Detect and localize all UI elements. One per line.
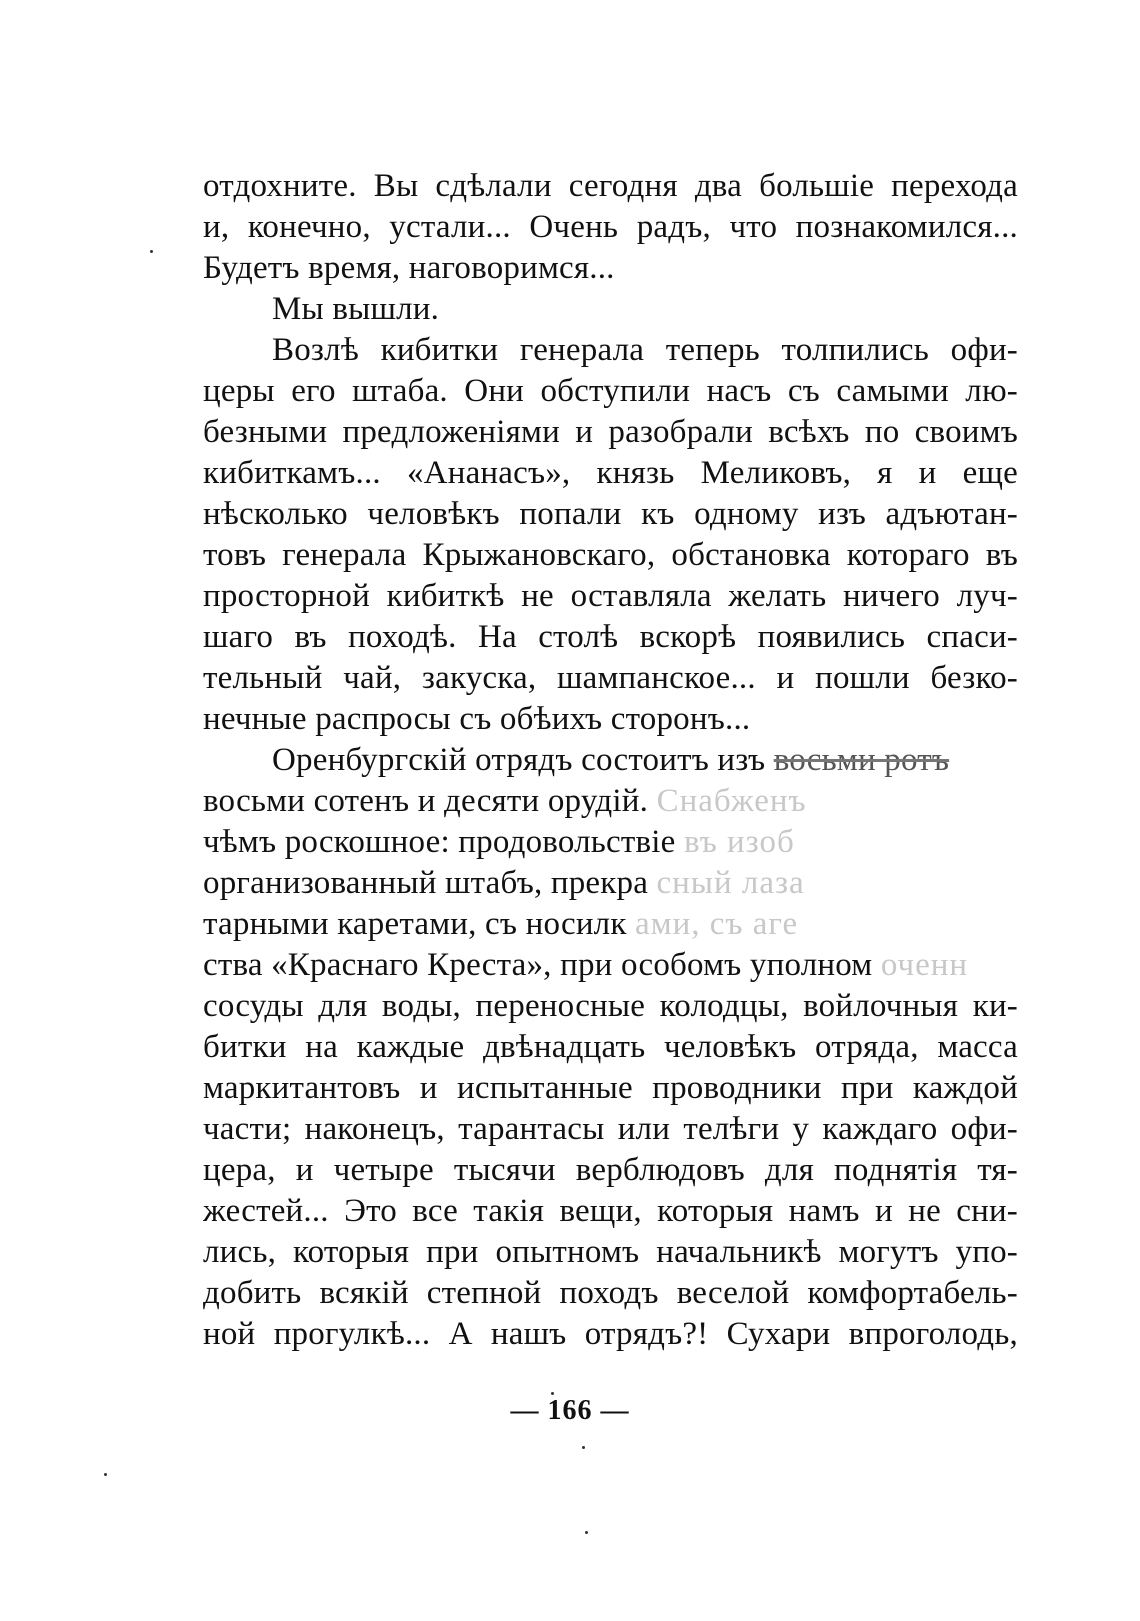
text-line-12: шаго въ походѣ. На столѣ вскорѣ появились спаси- <box>203 619 1018 655</box>
text-line-27: лись, которыя при опытномъ начальникѣ могутъ упо- <box>203 1234 1018 1270</box>
text-line-14: нечные распросы съ обѣихъ сторонъ... <box>203 701 751 737</box>
damaged-line-text: ства «Краснаго Креста», при особомъ уполном <box>203 947 873 983</box>
struck-text: восьми ротъ <box>773 742 950 778</box>
faded-text: ами, съ аге <box>635 906 799 942</box>
scan-speck <box>582 1446 585 1449</box>
damaged-line-text: восьми сотенъ и десяти орудій. <box>203 783 649 819</box>
text-line-28: добить всякій степной походъ веселой комфортабель- <box>203 1275 1018 1311</box>
scan-speck <box>150 250 153 253</box>
damaged-line-2 <box>203 821 1018 863</box>
text-line-13: тельный чай, закуска, шампанское... и пошли безко- <box>203 660 1018 696</box>
page-number: — 166 — <box>510 1395 630 1426</box>
text-line-4: Мы вышли. <box>272 291 440 327</box>
scan-speck <box>551 1392 554 1395</box>
damaged-line-5 <box>203 944 1018 986</box>
text-line-26: жестей... Это все такія вещи, которыя намъ и не сни- <box>203 1193 1018 1229</box>
text-line-3: Будетъ время, наговоримся... <box>203 250 615 286</box>
scan-speck <box>585 1531 588 1534</box>
text-line-15 <box>272 739 1018 781</box>
damaged-line-text: чѣмъ роскошное: продовольствіе <box>203 824 676 860</box>
text-line-5: Возлѣ кибитки генерала теперь толпились офи- <box>272 332 1018 368</box>
text-line-21: сосуды для воды, переносные колодцы, войлочныя ки- <box>203 988 1018 1024</box>
text-line-23: маркитантовъ и испытанные проводники при каждой <box>203 1070 1018 1106</box>
faded-text: въ изоб <box>683 824 795 860</box>
text-line-6: церы его штаба. Они обступили насъ съ самыми лю- <box>203 373 1018 409</box>
damaged-line-1 <box>203 780 1018 822</box>
text-line-1: отдохните. Вы сдѣлали сегодня два большіе перехода <box>203 168 1018 204</box>
text-line-10: товъ генерала Крыжановскаго, обстановка котораго въ <box>203 537 1018 573</box>
damaged-line-text: тарными каретами, съ носилк <box>203 906 627 942</box>
text-line-2: и, конечно, устали... Очень радъ, что познакомился... <box>203 209 1018 245</box>
paragraph-start: Оренбургскій отрядъ состоитъ изъ <box>272 742 766 778</box>
faded-text: Снабженъ <box>656 783 807 819</box>
damaged-line-4 <box>203 903 1018 945</box>
text-line-9: нѣсколько человѣкъ попали къ одному изъ адъютан- <box>203 496 1018 532</box>
text-line-11: просторной кибиткѣ не оставляла желать ничего луч- <box>203 578 1018 614</box>
damaged-line-text: организованный штабъ, прекра <box>203 865 649 901</box>
scan-speck <box>104 1473 107 1476</box>
damaged-line-3 <box>203 862 1018 904</box>
text-line-22: битки на каждые двѣнадцать человѣкъ отряда, масса <box>203 1029 1018 1065</box>
text-line-29: ной прогулкѣ... А нашъ отрядъ?! Сухари впроголодь, <box>203 1316 1018 1352</box>
faded-text: оченн <box>880 947 969 983</box>
text-line-8: кибиткамъ... «Ананасъ», князь Меликовъ, я и еще <box>203 455 1018 491</box>
faded-text: сный лаза <box>656 865 805 901</box>
text-line-7: безными предложеніями и разобрали всѣхъ по своимъ <box>203 414 1018 450</box>
text-line-25: цера, и четыре тысячи верблюдовъ для поднятія тя- <box>203 1152 1018 1188</box>
text-line-24: части; наконецъ, тарантасы или телѣги у каждаго офи- <box>203 1111 1018 1147</box>
